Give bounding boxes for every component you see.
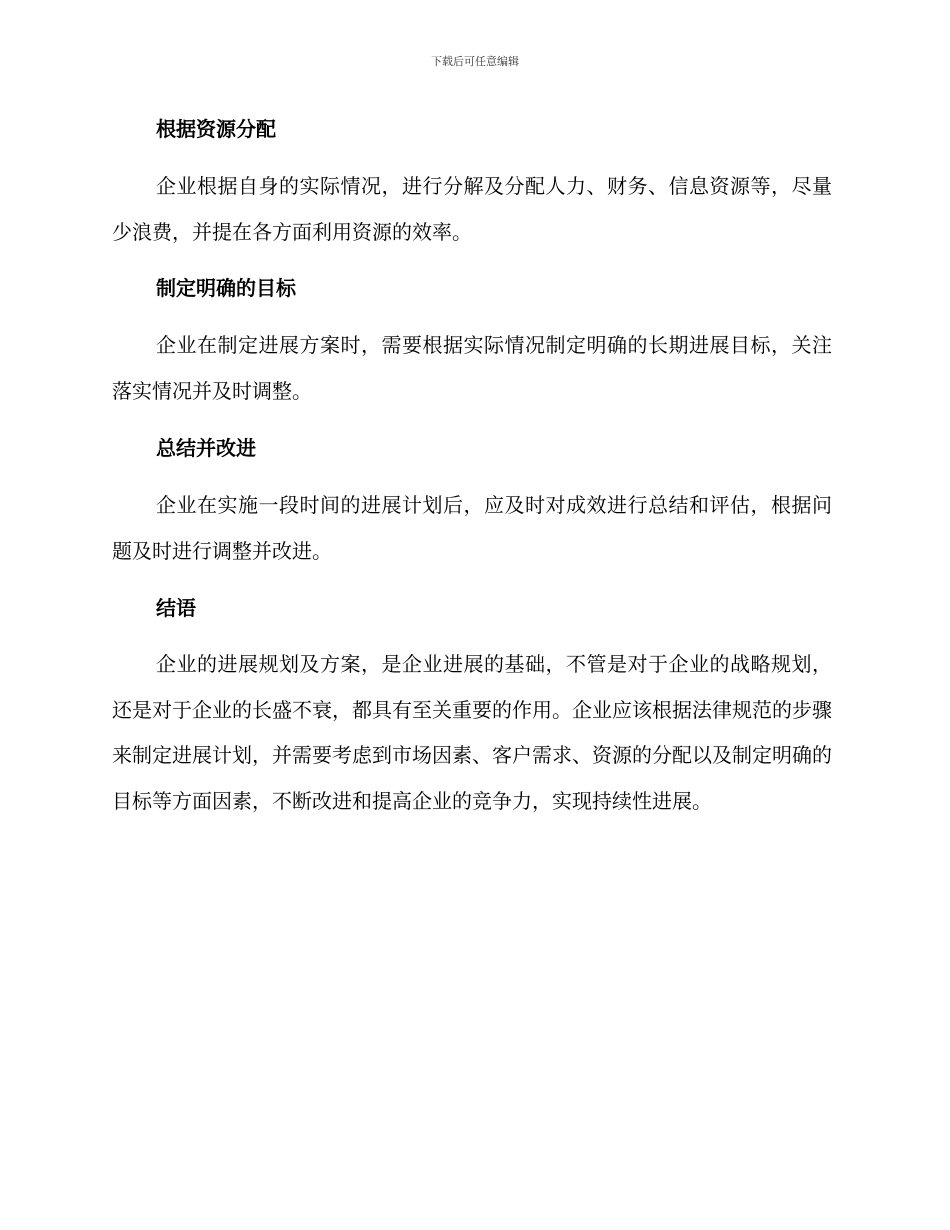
section-paragraph-conclusion: 企业的进展规划及方案，是企业进展的基础，不管是对于企业的战略规划，还是对于企业的长盛不衰，都具有至关重要的作用。企业应该根据法律规范的步骤来制定进展计划，并需要考虑到市场因素、客户需求、资源的分配以及制定明确的目标等方面因素，不断改进和提高企业的竞争力，实现持续性进展。 — [112, 652, 832, 813]
section-paragraph-summary-improvement: 企业在实施一段时间的进展计划后，应及时对成效进行总结和评估，根据问题及时进行调整并改进。 — [112, 493, 832, 563]
section-heading-clear-goals: 制定明确的目标 — [156, 276, 296, 300]
section-heading-conclusion: 结语 — [156, 596, 196, 620]
section-paragraph-clear-goals: 企业在制定进展方案时，需要根据实际情况制定明确的长期进展目标，关注落实情况并及时调整。 — [112, 333, 832, 403]
section-heading-summary-improvement: 总结并改进 — [156, 436, 256, 460]
header-note: 下载后可任意编辑 — [431, 55, 519, 68]
section-heading-resource-allocation: 根据资源分配 — [156, 117, 276, 141]
section-paragraph-resource-allocation: 企业根据自身的实际情况，进行分解及分配人力、财务、信息资源等，尽量少浪费，并提在各方面利用资源的效率。 — [112, 174, 832, 244]
